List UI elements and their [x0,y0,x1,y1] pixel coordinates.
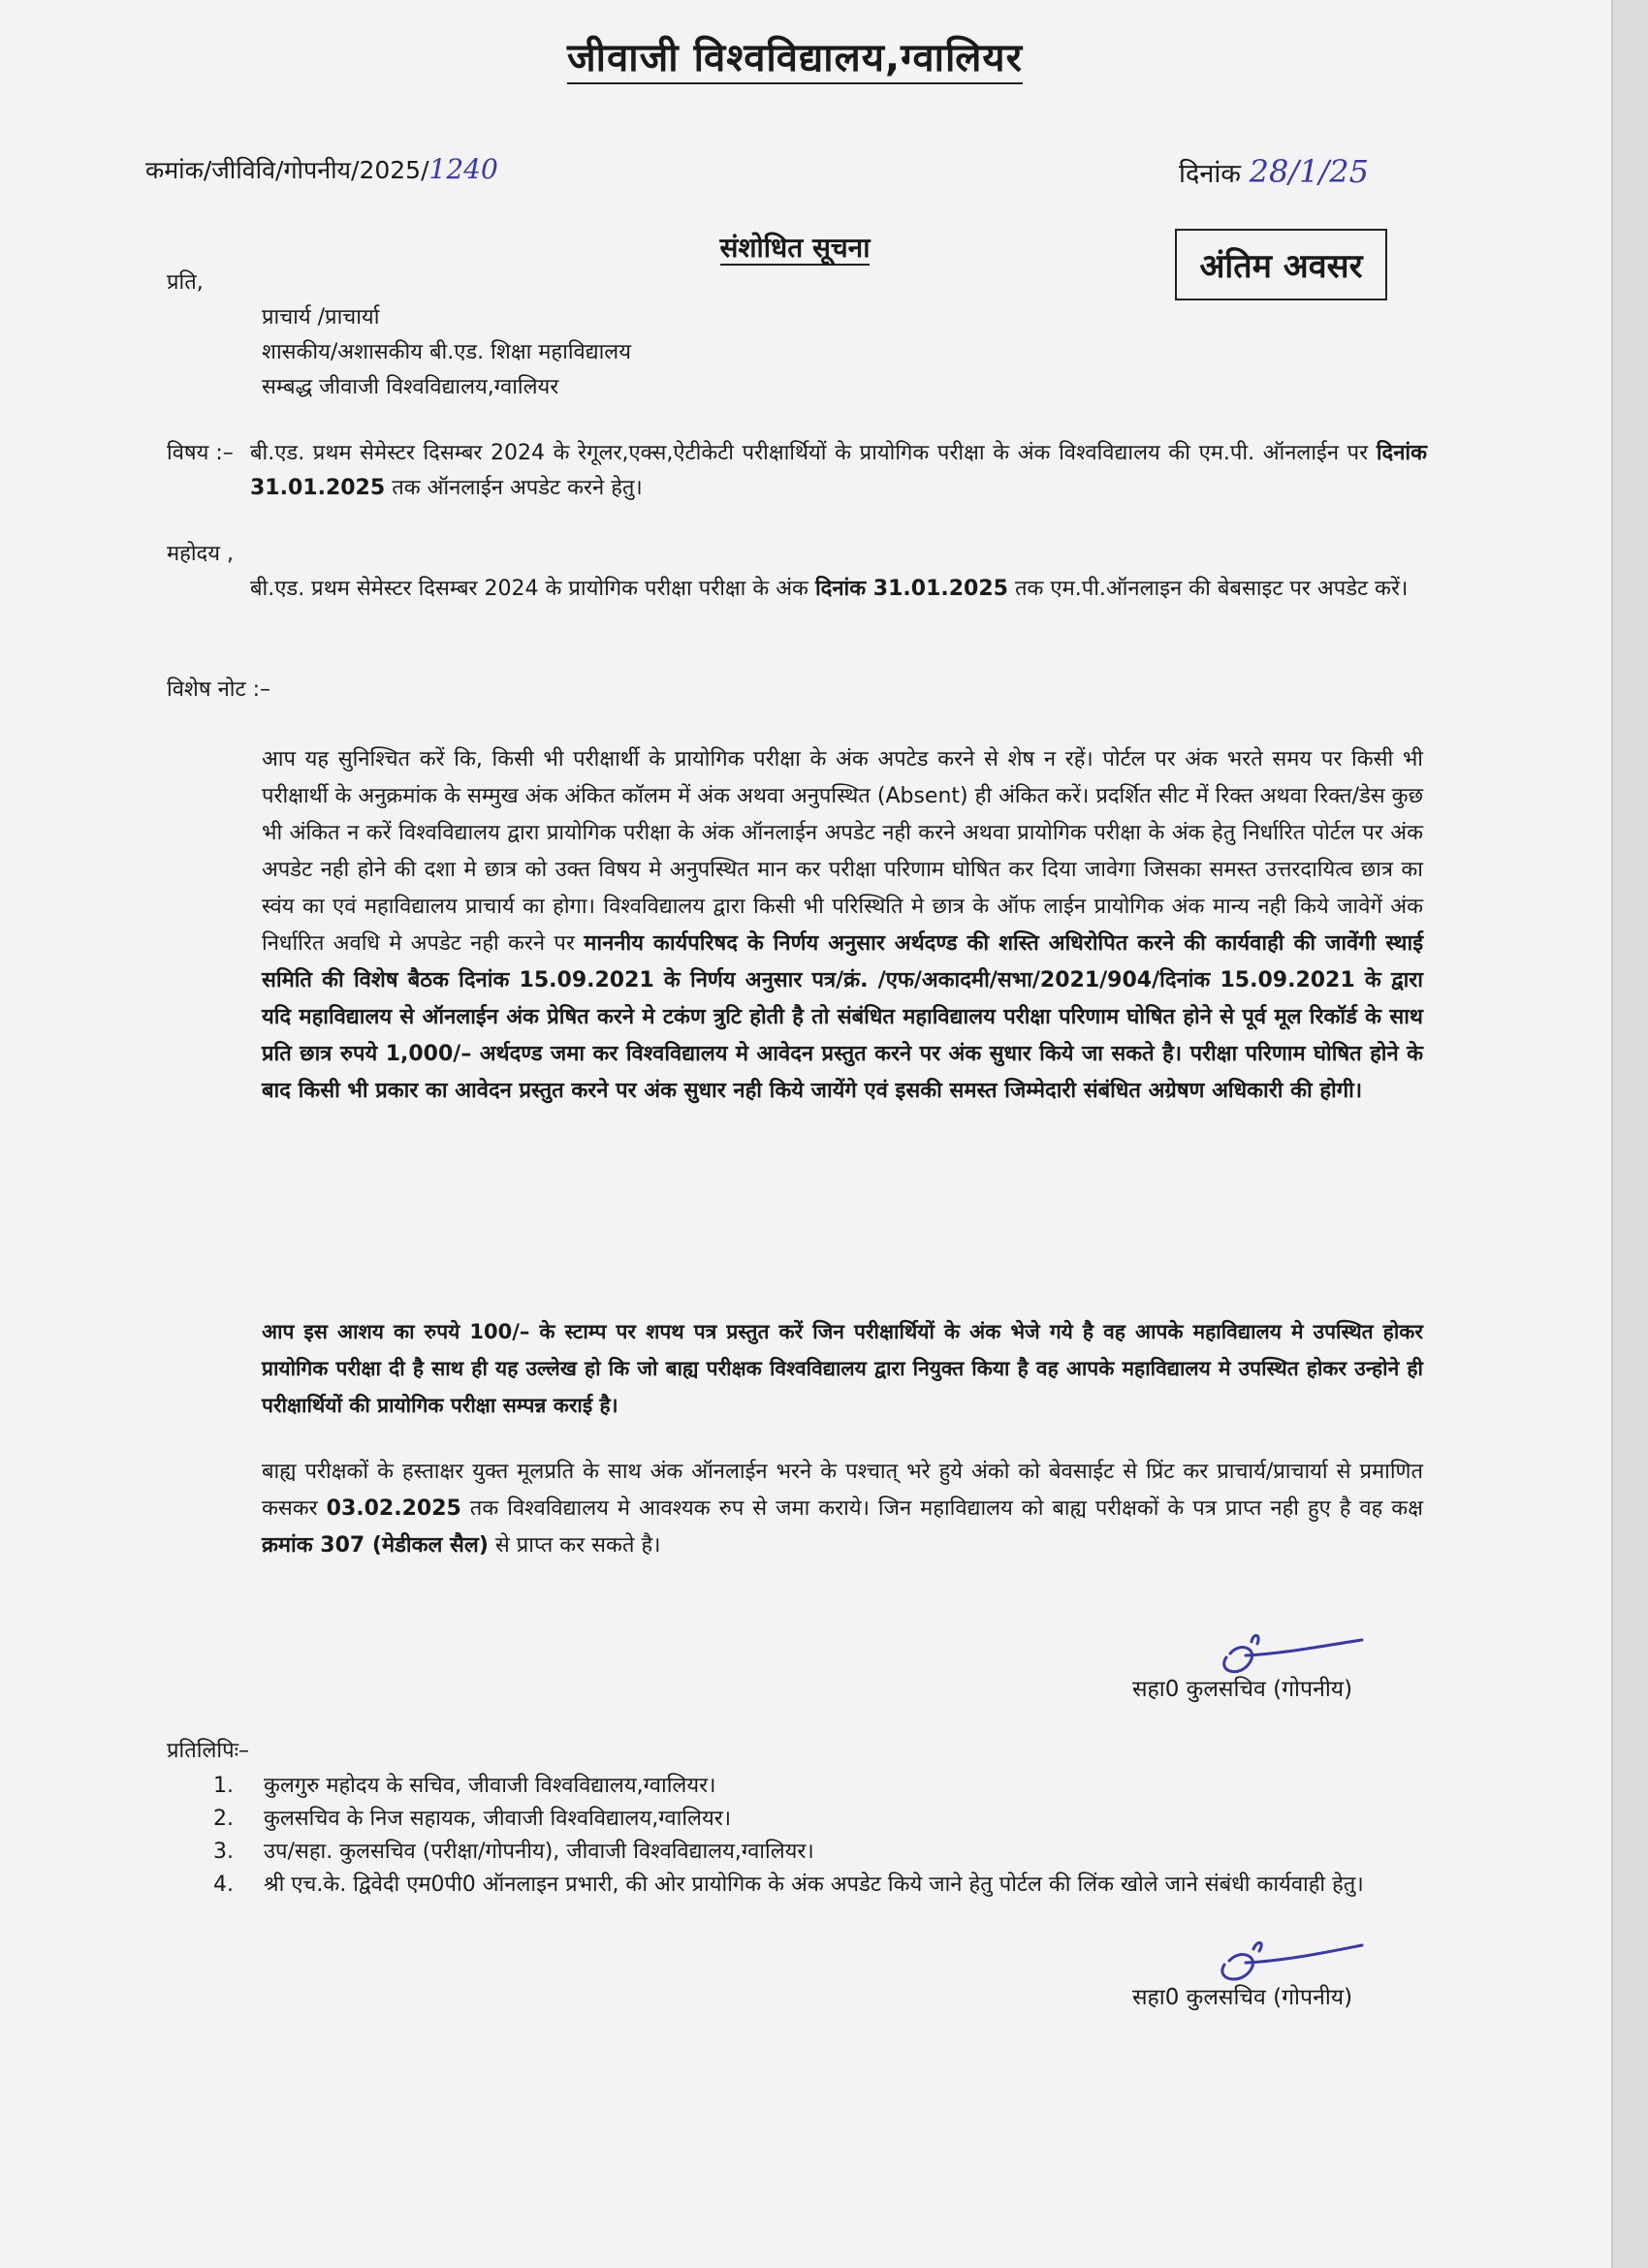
penalty-clause: माननीय कार्यपरिषद के निर्णय अनुसार अर्थदण्ड की शस्ति अधिरोपित करने की कार्यवाही की जावेंगी स्थाई समिति की विशेष बैठक दिनांक 15.09.2021 के निर्णय अनुसार पत्र/क्रं. /एफ/अकादमी/सभा/2021/904/दिनांक 15.09.2021 के द्वारा यदि महाविद्यालय से ऑनलाईन अंक प्रेषित करने मे टकंण त्रुटि होती है तो संबंधित महाविद्यालय परीक्षा परिणाम घोषित होने से पूर्व मूल रिकॉर्ड के साथ प्रति छात्र रुपये 1,000/– अर्थदण्ड जमा कर विश्वविद्यालय मे आवेदन प्रस्तुत करने पर अंक सुधार किये जा सकते है। परीक्षा परिणाम घोषित होने के बाद किसी भी प्रकार का आवेदन प्रस्तुत करने पर अंक सुधार नही किये जायेंगे एवं इसकी समस्त जिम्मेदारी संबंधित अग्रेषण अधिकारी की होगी। [262,931,1423,1103]
notice-heading: संशोधित सूचना [719,232,871,264]
letter-date [1179,153,1369,190]
copy-to-item: 2. कुलसचिव के निज सहायक, जीवाजी विश्वविद्यालय,ग्वालियर। [213,1807,732,1831]
recipient-line: प्राचार्य /प्राचार्या [262,305,380,330]
university-title: जीवाजी विश्वविद्यालय,ग्वालियर [0,29,1590,82]
signatory-2: सहा0 कुलसचिव (गोपनीय) [1132,1985,1353,2010]
copy-to-label: प्रतिलिपिः– [167,1739,250,1763]
recipient-line: सम्बद्ध जीवाजी विश्वविद्यालय,ग्वालियर [262,375,559,399]
date-label: दिनांक [1179,159,1242,189]
special-note-label: विशेष नोट :– [167,677,271,702]
salutation-body: बी.एड. प्रथम सेमेस्टर दिसम्बर 2024 के प्रायोगिक परीक्षा परीक्षा के अंक दिनांक 31.01.2025 तक एम.पी.ऑनलाइन की बेबसाइट पर अपडेट करें। [250,577,1409,601]
subject-label: विषय :– [167,441,234,465]
reference-handwritten-number: 1240 [428,153,498,185]
subject-text: बी.एड. प्रथम सेमेस्टर दिसम्बर 2024 के रेगूलर,एक्स,ऐटीकेटी परीक्षार्थियों के प्रायोगिक परीक्षा के अंक विश्वविद्यालय की एम.पी. ऑनलाईन पर दिनांक 31.01.2025 तक ऑनलाईन अपडेट करने हेतु। [250,441,1428,500]
note-paragraph-1: आप यह सुनिश्चित करें कि, किसी भी परीक्षार्थी के प्रायोगिक परीक्षा के अंक अपटेड करने से शेष न रहें। पोर्टल पर अंक भरते समय पर किसी भी परीक्षार्थी के अनुक्रमांक के सम्मुख अंक अंकित कॉलम में अंक अथवा अनुपस्थित (Absent) ही अंकित करें। प्रदर्शित सीट में रिक्त अथवा रिक्त/डेस कुछ भी अंकित न करें विश्वविद्यालय द्वारा प्रायोगिक परीक्षा के अंक ऑनलाईन अपडेट नही करने अथवा प्रायोगिक परीक्षा के अंक हेतु निर्धारित पोर्टल पर अंक अपडेट नही होने की दशा मे छात्र को उक्त विषय मे अनुपस्थित मान कर परीक्षा परिणाम घोषित कर दिया जावेगा जिसका समस्त उत्तरदायित्व छात्र का स्वंय का एवं महाविद्यालय प्राचार्य का होगा। विश्वविद्यालय द्वारा किसी भी परिस्थिति मे छात्र के ऑफ लाईन प्रायोगिक अंक मान्य नही किये जावेगें अंक निर्धारित अवधि मे अपडेट नही करने पर माननीय कार्यपरिषद के निर्णय अनुसार अर्थदण्ड की शस्ति अधिरोपित करने की कार्यवाही की जावेंगी स्थाई समिति की विशेष बैठक दिनांक 15.09.2021 के निर्णय अनुसार पत्र/क्रं. /एफ/अकादमी/सभा/2021/904/दिनांक 15.09.2021 के द्वारा यदि महाविद्यालय से ऑनलाईन अंक प्रेषित करने मे टकंण त्रुटि होती है तो संबंधित महाविद्यालय परीक्षा परिणाम घोषित होने से पूर्व मूल रिकॉर्ड के साथ प्रति छात्र रुपये 1,000/– अर्थदण्ड जमा कर विश्वविद्यालय मे आवेदन प्रस्तुत करने पर अंक सुधार किये जा सकते है। परीक्षा परिणाम घोषित होने के बाद किसी भी प्रकार का आवेदन प्रस्तुत करने पर अंक सुधार नही किये जायेंगे एवं इसकी समस्त जिम्मेदारी संबंधित अग्रेषण अधिकारी की होगी। [262,747,1423,1103]
subject-block [167,436,1427,506]
salutation-deadline: दिनांक 31.01.2025 [814,577,1008,601]
room-number: क्रमांक 307 (मेडीकल सैल) [262,1533,489,1558]
date-handwritten-value: 28/1/25 [1249,153,1369,190]
page-edge-shadow [1613,0,1648,2268]
recipient-line: शासकीय/अशासकीय बी.एड. शिक्षा महाविद्यालय [262,340,631,364]
submission-date: 03.02.2025 [326,1496,461,1521]
reference-prefix: कमांक/जीविवि/गोपनीय/2025/ [145,156,429,184]
copy-to-item: 1. कुलगुरु महोदय के सचिव, जीवाजी विश्वविद्यालय,ग्वालियर। [213,1774,716,1798]
recipient-address [262,300,631,405]
note-paragraph-2: आप इस आशय का रुपये 100/– के स्टाम्प पर शपथ पत्र प्रस्तुत करें जिन परीक्षार्थियों के अंक भेजे गये है वह आपके महाविद्यालय मे उपस्थित होकर प्रायोगिक परीक्षा दी है साथ ही यह उल्लेख हो कि जो बाह्य परीक्षक विश्वविद्यालय द्वारा नियुक्त किया है वह आपके महाविद्यालय मे उपस्थित होकर उन्होने ही परीक्षार्थियों की प्रायोगिक परीक्षा सम्पन्न कराई है। [262,1320,1423,1417]
reference-number [145,153,498,186]
recipient-to-label: प्रति, [167,270,204,295]
last-chance-box: अंतिम अवसर [1175,229,1387,300]
copy-to-list [213,1770,1425,1902]
copy-to-item: 4. श्री एच.के. द्विवेदी एम0पी0 ऑनलाइन प्रभारी, की ओर प्रायोगिक के अंक अपडेट किये जाने हेतु पोर्टल की लिंक खोले जाने संबंधी कार्यवाही हेतु। [213,1873,1364,1897]
copy-to-item: 3. उप/सहा. कुलसचिव (परीक्षा/गोपनीय), जीवाजी विश्वविद्यालय,ग्वालियर। [213,1840,814,1864]
subject-deadline: दिनांक 31.01.2025 [250,441,1428,500]
signatory-1: सहा0 कुलसचिव (गोपनीय) [1132,1677,1353,1702]
note-paragraph-3: बाह्य परीक्षकों के हस्ताक्षर युक्त मूलप्रति के साथ अंक ऑनलाईन भरने के पश्चात् भरे हुये अंको को बेवसाईट से प्रिंट कर प्राचार्य/प्राचार्या से प्रमाणित कसकर 03.02.2025 तक विश्वविद्यालय मे आवश्यक रुप से जमा कराये। जिन महाविद्यालय को बाह्य परीक्षकों के पत्र प्राप्त नही हुए है वह कक्ष क्रमांक 307 (मेडीकल सैल) से प्राप्त कर सकते है। [262,1460,1423,1558]
salutation-label: महोदय , [167,542,234,566]
